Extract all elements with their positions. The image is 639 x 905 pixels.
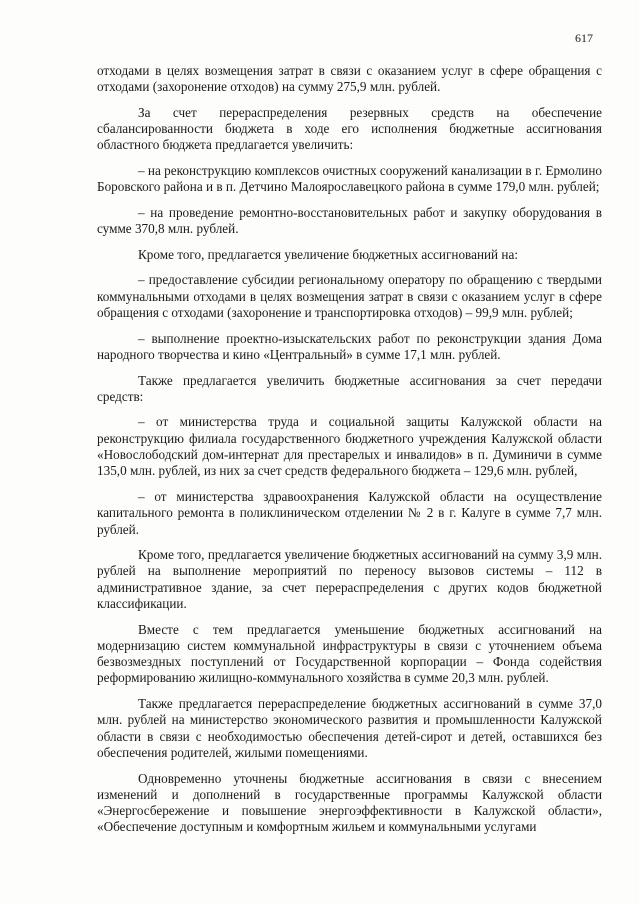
- paragraph-increase-intro: Кроме того, предлагается увеличение бюджетных ассигнований на:: [138, 246, 518, 262]
- list-item-repair-works: – на проведение ремонтно-восстановительных работ и закупку оборудования в сумме 370,8 млн. рублей.: [97, 204, 602, 237]
- paragraph-decrease: Вместе с тем предлагается уменьшение бюджетных ассигнований на модернизацию систем коммунальной инфраструктуры в связи с уточнением объема безвозмездных поступлений от Государственной корпорации – Фонда содействия реформированию жилищно-коммунального хозяйства в сумме 20,3 млн. рублей.: [97, 621, 602, 686]
- paragraph-redistribution: Также предлагается перераспределение бюджетных ассигнований в сумме 37,0 млн. рублей на министерство экономического развития и промышленности Калужской области в связи с необходимостью обеспечения детей-сирот и детей, оставшихся без обеспечения родителей, жилыми помещениями.: [97, 696, 602, 760]
- page-number: 617: [575, 31, 593, 45]
- list-item-cinema-reconstruction: – выполнение проектно-изыскательских работ по реконструкции здания Дома народного творчества и кино «Центральный» в сумме 17,1 млн. рублей.: [97, 330, 602, 362]
- document-body: [97, 63, 602, 836]
- paragraph-system-112: Кроме того, предлагается увеличение бюджетных ассигнований на сумму 3,9 млн. рублей на выполнение мероприятий по переносу вызовов системы – 112 в административное здание, за счет перераспределения с других кодов бюджетной классификации.: [97, 547, 602, 611]
- list-item-labor-ministry: – от министерства труда и социальной защиты Калужской области на реконструкцию филиала государственного бюджетного учреждения Калужской области «Новослободский дом-интернат для престарелых и инвалидов» в п. Думиничи в сумме 135,0 млн. рублей, из них за счет средств федерального бюджета – 129,6 млн. рублей,: [97, 414, 602, 479]
- list-item-sewage-reconstruction: – на реконструкцию комплексов очистных сооружений канализации в г. Ермолино Боровского района и в п. Детчино Малоярославецкого района в сумме 179,0 млн. рублей;: [97, 163, 602, 195]
- paragraph-reserve-funds: За счет перераспределения резервных средств на обеспечение сбалансированности бюджета в ходе его исполнения бюджетные ассигнования областного бюджета предлагается увеличить:: [97, 104, 602, 153]
- paragraph-continuation: отходами в целях возмещения затрат в связи с оказанием услуг в сфере обращения с отходами (захоронение отходов) на сумму 275,9 млн. рублей.: [97, 63, 602, 95]
- paragraph-state-programs: Одновременно уточнены бюджетные ассигнования в связи с внесением изменений и дополнений в государственные программы Калужской области «Энергосбережение и повышение энергоэффективности в Калужской области», «Обеспечение доступным и комфортным жильем и коммунальными услугами: [97, 770, 602, 835]
- list-item-health-ministry: – от министерства здравоохранения Калужской области на осуществление капитального ремонта в поликлиническом отделении № 2 в г. Калуге в сумме 7,7 млн. рублей.: [97, 488, 602, 537]
- list-item-waste-subsidy: – предоставление субсидии региональному оператору по обращению с твердыми коммунальными отходами в целях возмещения затрат в связи с оказанием услуг в сфере обращения с отходами (захоронение и транспортировка отходов) – 99,9 млн. рублей;: [97, 272, 602, 321]
- paragraph-transfer-intro: Также предлагается увеличить бюджетные ассигнования за счет передачи средств:: [97, 372, 602, 404]
